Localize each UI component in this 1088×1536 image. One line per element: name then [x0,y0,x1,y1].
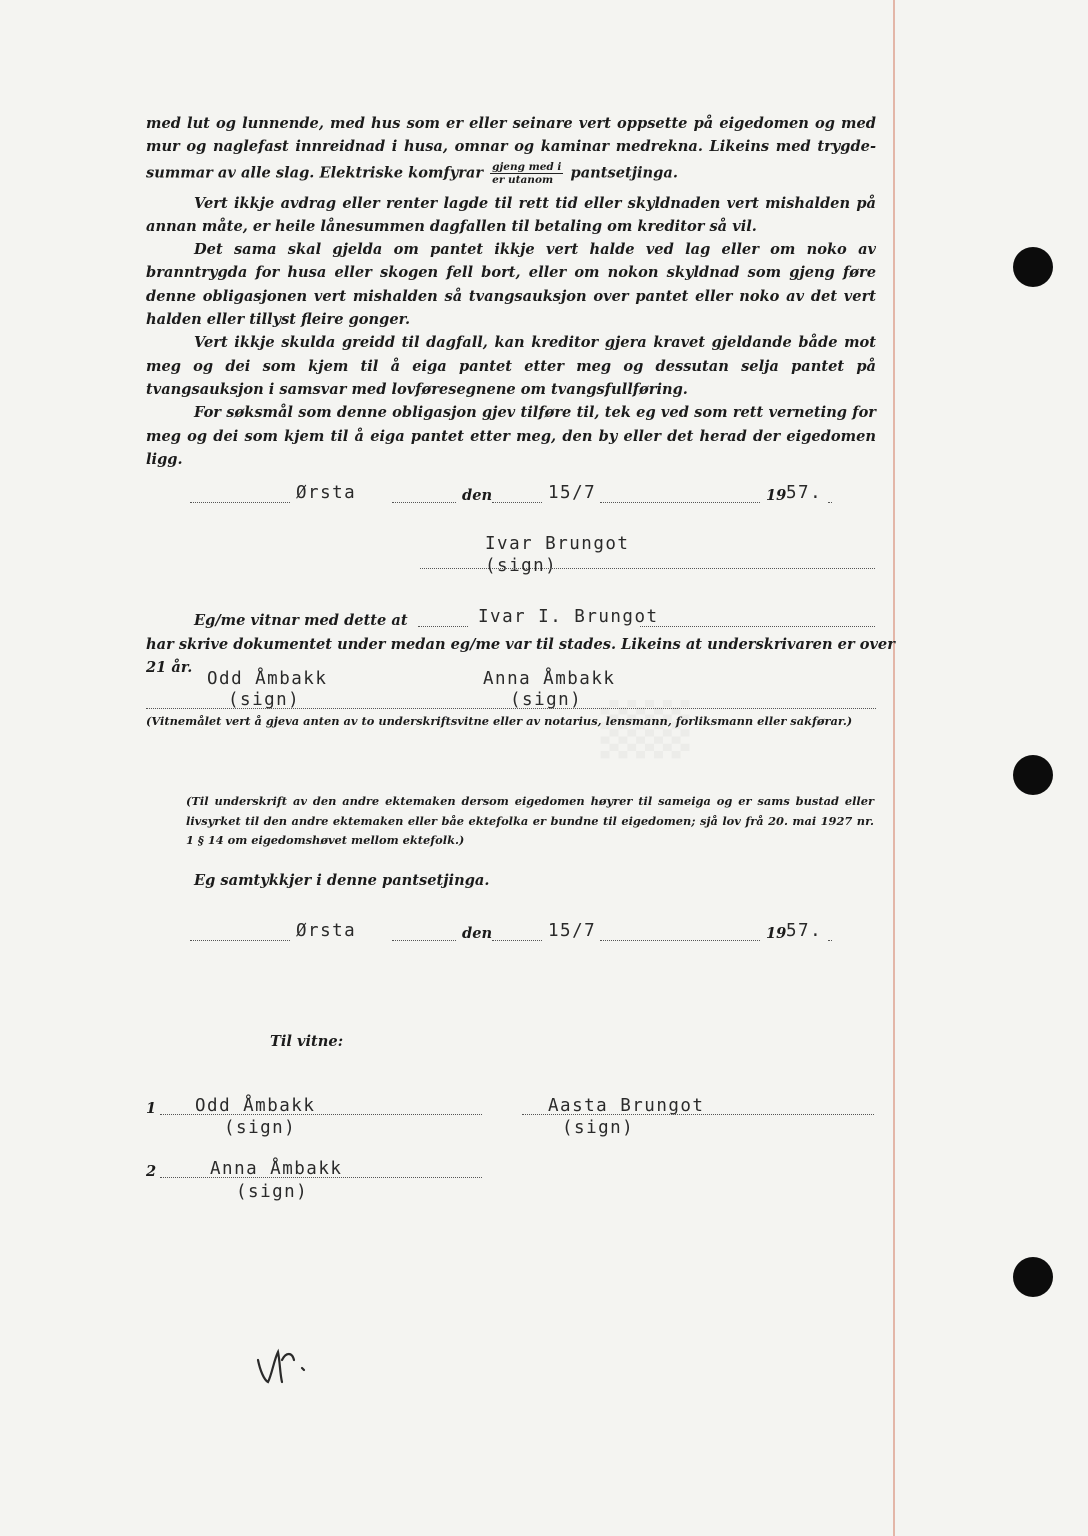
dotted-line [600,502,760,503]
paragraph-line [146,161,876,186]
witness-author-name: Ivar I. Brungot [478,607,659,627]
witness-1-sign: (sign) [224,1118,297,1138]
paragraph: For søksmål som denne obligasjon gjev tilføre til, tek eg ved som rett verneting for meg og dei som kjem til å eiga pantet etter meg, den by eller det herad der eigedomen ligg. [146,404,876,468]
den-label: den [462,487,493,504]
witness-1-name: Odd Åmbakk [195,1096,316,1116]
place-typed: Ørsta [296,921,357,941]
dotted-line [392,940,456,941]
witness-2-sign: (sign) [236,1182,309,1202]
witness-2-name: Anna Åmbakk [210,1159,343,1179]
dotted-line [190,940,290,941]
witness-1-name: Odd Åmbakk [207,669,328,689]
fraction-top: gjeng med i [492,160,562,173]
paragraph: Vert ikkje skulda greidd til dagfall, kan kreditor gjera kravet gjeldande både mot meg og dei som kjem til å eiga pantet etter meg og dessutan selja pantet på tvangsauksjon i samsvar med lovføresegnene om tvangsfullføring. [146,334,876,398]
note-text: (Til underskrift av den andre ektemaken dersom eigedomen høyrer til sameiga og er sams bustad eller livsyrket til den andre ektemaken eller båe ektefolka er bundne til eigedomen; sjå lov frå 20. mai 1927 nr. 1 § 14 om eigedomshøvet mellom ektefolk.) [186,794,874,847]
year-typed: 57. [786,921,823,941]
spouse-note [186,792,874,851]
signer-name: Ivar Brungot [485,534,630,554]
witness-line: 21 år. [146,659,193,676]
date-typed: 15/7 [548,921,597,941]
text-segment: summar av alle slag. Elektriske komfyrar [146,164,484,182]
punch-hole [1013,1257,1053,1297]
year-prefix: 19 [766,925,787,942]
witness-2-name: Anna Åmbakk [483,669,616,689]
witness-number: 2 [146,1163,157,1180]
watermark: ▒ [601,700,690,777]
witness-lead: Eg/me vitnar med dette at [194,612,408,629]
printed-body [146,112,876,471]
choice-fraction [490,161,563,186]
paragraph-line: med lut og lunnende, med hus som er eller seinare vert oppsette på eigedomen og med [146,115,876,132]
consent-text: Eg samtykkjer i denne pantsetjinga. [194,872,490,889]
paragraph: Det sama skal gjelda om pantet ikkje vert halde ved lag eller om noko av branntrygda for husa eller skogen fell bort, eller om nokon skyldnad som gjeng føre denne obligasjonen vert mishalden så tvangsauksjon over pantet eller noko av det vert halden eller tillyst fleire gonger. [146,241,876,329]
paragraph: Vert ikkje avdrag eller renter lagde til rett tid eller skyldnaden vert mishalden på annan måte, er heile lånesummen dagfallen til betaling om kreditor så vil. [146,194,876,235]
margin-rule [893,0,895,1536]
dotted-line [492,940,542,941]
year-prefix: 19 [766,487,787,504]
punch-hole [1013,755,1053,795]
paragraph-line: mur og naglefast innreidnad i husa, omnar og kaminar medrekna. Likeins med trygde- [146,138,876,156]
date-typed: 15/7 [548,483,597,503]
dotted-line [640,626,875,627]
dotted-line [828,940,832,941]
dotted-line [190,502,290,503]
witness-line: har skrive dokumentet under medan eg/me var til stades. Likeins at underskrivaren er over [146,636,895,653]
til-vitne-label: Til vitne: [270,1033,344,1050]
signature-line [146,708,876,709]
fraction-bottom: er utanom [492,173,554,186]
text-segment: pantsetjinga. [570,164,678,182]
place-typed: Ørsta [296,483,357,503]
dotted-line [828,502,832,503]
witness-2-sign: (sign) [510,690,583,710]
den-label: den [462,925,493,942]
dotted-line [522,1114,874,1115]
spouse-name: Aasta Brungot [548,1096,705,1116]
witness-footnote: (Vitnemålet vert å gjeva anten av to underskriftsvitne eller av notarius, lensmann, forliksmann eller sakførar.) [146,714,853,728]
year-typed: 57. [786,483,823,503]
witness-1-sign: (sign) [228,690,301,710]
handwritten-initials [250,1330,320,1390]
dotted-line [600,940,760,941]
witness-number: 1 [146,1100,157,1117]
signer-sign: (sign) [485,556,558,576]
signature-line [420,568,875,569]
dotted-line [392,502,456,503]
dotted-line [418,626,468,627]
dotted-line [492,502,542,503]
punch-hole [1013,247,1053,287]
spouse-sign: (sign) [562,1118,635,1138]
